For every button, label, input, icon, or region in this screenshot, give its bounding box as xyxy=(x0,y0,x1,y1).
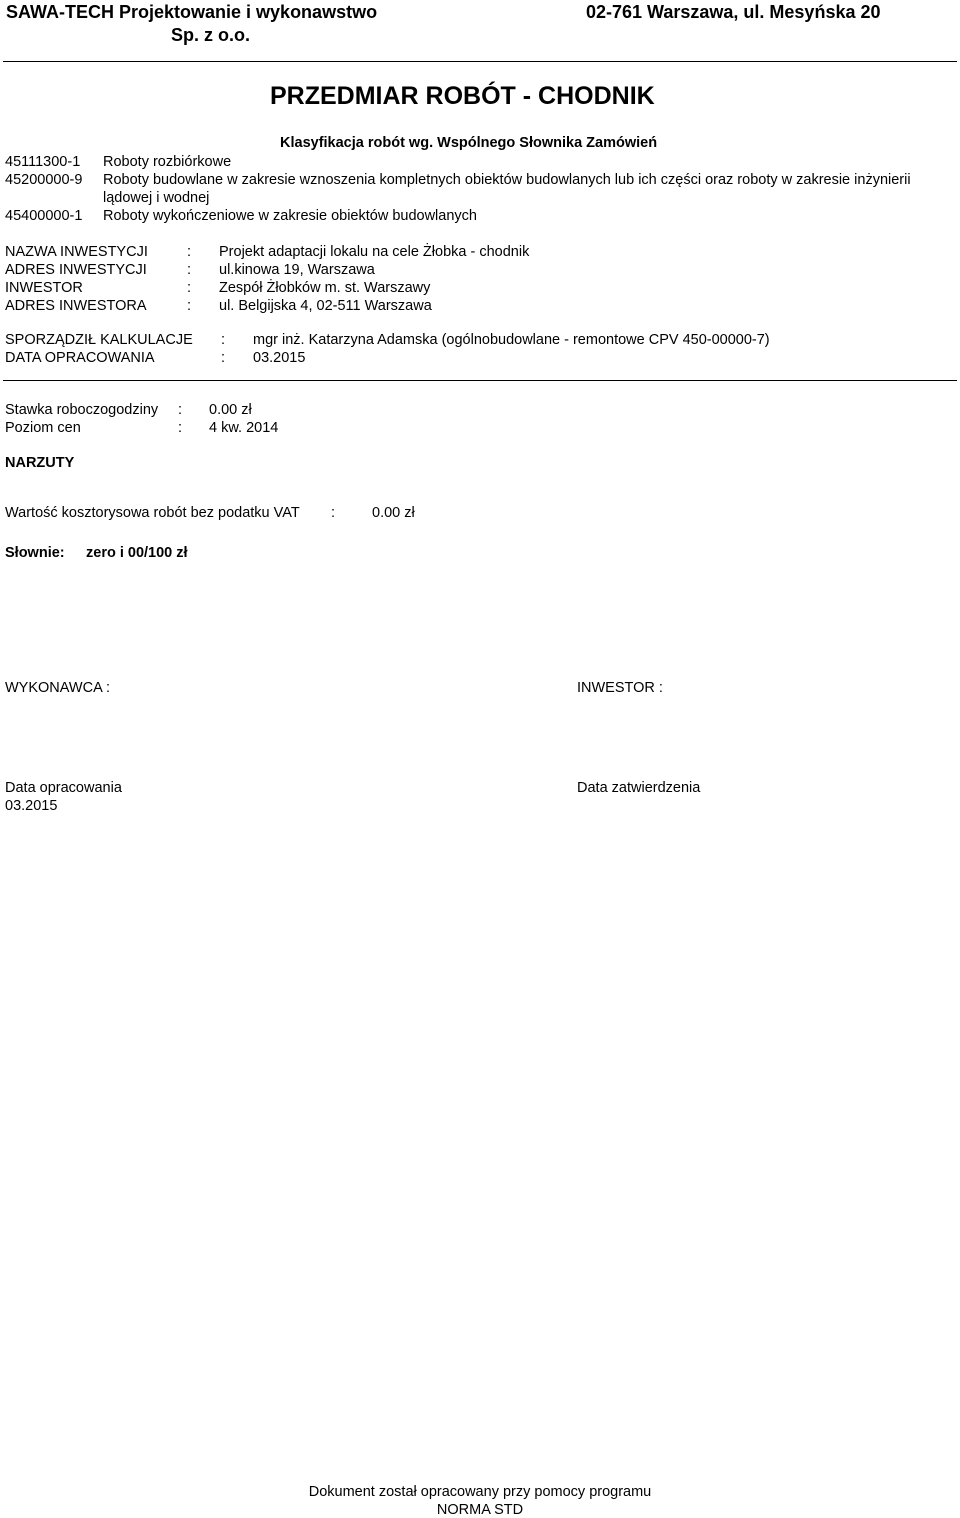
prepared-by-label: SPORZĄDZIŁ KALKULACJE xyxy=(5,332,193,348)
separator: : xyxy=(178,402,183,418)
cpv-description: Roboty budowlane w zakresie wznoszenia kompletnych obiektów budowlanych lub ich części oraz roboty w zakresie inżynierii xyxy=(103,172,911,188)
investment-address-value: ul.kinowa 19, Warszawa xyxy=(219,262,375,278)
hourly-rate-value: 0.00 zł xyxy=(209,402,252,418)
markups-heading: NARZUTY xyxy=(5,455,75,471)
hourly-rate-label: Stawka roboczogodziny xyxy=(5,402,159,418)
in-words-label: Słownie: xyxy=(5,545,65,561)
separator: : xyxy=(331,505,336,521)
investor-address-value: ul. Belgijska 4, 02-511 Warszawa xyxy=(219,298,432,314)
separator: : xyxy=(187,298,192,314)
investment-name-label: NAZWA INWESTYCJI xyxy=(5,244,148,260)
classification-heading: Klasyfikacja robót wg. Wspólnego Słownika Zamówień xyxy=(280,135,658,151)
investment-address-label: ADRES INWESTYCJI xyxy=(5,262,147,278)
investor-value: Zespół Żłobków m. st. Warszawy xyxy=(219,280,431,296)
total-value-label: Wartość kosztorysowa robót bez podatku VAT xyxy=(5,505,300,521)
section-rule xyxy=(3,380,957,381)
in-words-value: zero i 00/100 zł xyxy=(86,545,188,561)
cpv-code: 45111300-1 xyxy=(5,154,81,170)
approval-date-label: Data zatwierdzenia xyxy=(577,780,701,796)
document-title: PRZEDMIAR ROBÓT - CHODNIK xyxy=(270,82,655,110)
price-level-value: 4 kw. 2014 xyxy=(209,420,279,436)
footer-program-name: NORMA STD xyxy=(436,1502,524,1518)
preparation-date-sign-label: Data opracowania xyxy=(5,780,122,796)
company-name: SAWA-TECH Projektowanie i wykonawstwo xyxy=(6,2,378,22)
cpv-description-continued: lądowej i wodnej xyxy=(103,190,210,206)
cpv-description: Roboty wykończeniowe w zakresie obiektów budowlanych xyxy=(103,208,477,224)
total-value: 0.00 zł xyxy=(372,505,415,521)
price-level-label: Poziom cen xyxy=(5,420,81,436)
separator: : xyxy=(221,350,226,366)
separator: : xyxy=(187,280,192,296)
prepared-by-value: mgr inż. Katarzyna Adamska (ogólnobudowlane - remontowe CPV 450-00000-7) xyxy=(253,332,770,348)
preparation-date-value: 03.2015 xyxy=(253,350,306,366)
preparation-date-sign-value: 03.2015 xyxy=(5,798,58,814)
separator: : xyxy=(187,244,192,260)
investment-name-value: Projekt adaptacji lokalu na cele Żłobka - chodnik xyxy=(219,244,530,260)
separator: : xyxy=(178,420,183,436)
investor-signature-label: INWESTOR : xyxy=(577,680,663,696)
cpv-code: 45200000-9 xyxy=(5,172,83,188)
header-rule xyxy=(3,61,957,62)
footer-line1: Dokument został opracowany przy pomocy programu xyxy=(308,1484,652,1500)
separator: : xyxy=(187,262,192,278)
separator: : xyxy=(221,332,226,348)
cpv-description: Roboty rozbiórkowe xyxy=(103,154,232,170)
investor-address-label: ADRES INWESTORA xyxy=(5,298,147,314)
investor-label: INWESTOR xyxy=(5,280,83,296)
preparation-date-label: DATA OPRACOWANIA xyxy=(5,350,155,366)
company-legal-form: Sp. z o.o. xyxy=(171,25,250,45)
contractor-signature-label: WYKONAWCA : xyxy=(5,680,110,696)
company-address: 02-761 Warszawa, ul. Mesyńska 20 xyxy=(586,2,881,22)
cpv-code: 45400000-1 xyxy=(5,208,83,224)
